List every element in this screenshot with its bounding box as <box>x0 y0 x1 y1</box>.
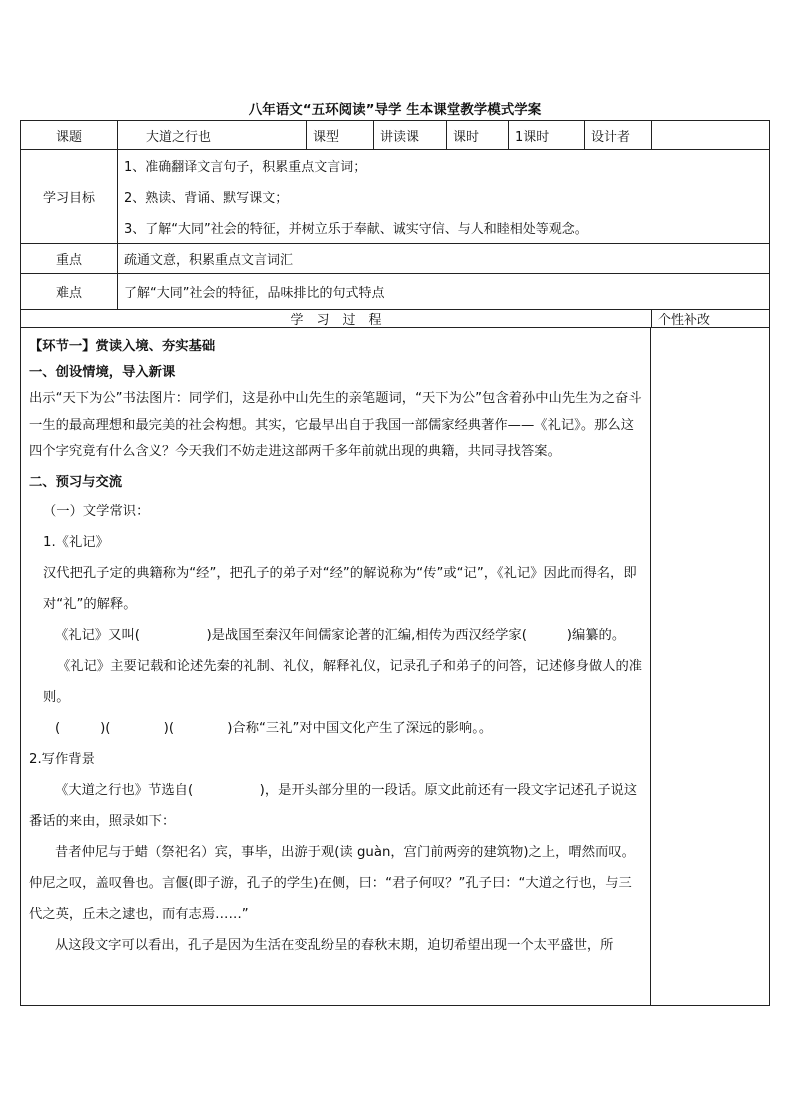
process-header-row <box>20 309 770 327</box>
goals-list <box>117 150 769 243</box>
process-body <box>20 327 770 1006</box>
process-content <box>21 328 651 1005</box>
document-title: 八年语文“五环阅读”导学 生本课堂教学模式学案 <box>248 102 542 118</box>
goal-item-3: 3、了解“大同”社会的特征，并树立乐于奉献、诚实守信、与人和睦相处等观念。 <box>124 222 588 237</box>
notes-column-label: 个性补改 <box>651 310 771 327</box>
item-background: 2.写作背景 <box>29 751 95 767</box>
background-paragraph-2: 昔者仲尼与于蜡（祭祀名）宾，事毕，出游于观(读 guàn，宫门前两旁的建筑物)之上，喟然而叹。仲尼之叹，盖叹鲁也。言偃(即子游，孔子的学生)在侧，曰：“君子何叹？”孔子曰：“大道之行也，与三代之英，丘未之逮也，而有志焉……” <box>29 844 635 922</box>
intro-paragraph: 出示“天下为公”书法图片：同学们，这是孙中山先生的亲笔题词，“天下为公”包含着孙中山先生为之奋斗一生的最高理想和最完美的社会构想。其实，它最早出自于我国一部儒家经典著作——《礼记》。那么这四个字究竟有什么含义？今天我们不妨走进这部两千多年前就出现的典籍，共同寻找答案。 <box>29 391 642 459</box>
section-heading: 【环节一】赏读入境、夯实基础 <box>29 339 216 354</box>
focus-value: 疏通文意，积累重点文言词汇 <box>117 244 769 273</box>
header-row <box>20 120 770 149</box>
goals-row <box>20 149 770 243</box>
lesson-type-label: 课型 <box>306 121 373 149</box>
difficulty-value: 了解“大同”社会的特征，品味排比的句式特点 <box>117 274 769 309</box>
lesson-type-value: 讲读课 <box>373 121 446 149</box>
difficulty-label: 难点 <box>55 286 82 301</box>
designer-value <box>651 121 771 149</box>
subject-label: 课题 <box>55 129 82 145</box>
background-paragraph-1: 《大道之行也》节选自( )，是开头部分里的一段话。原文此前还有一段文字记述孔子说这番话的来由，照录如下： <box>29 782 638 829</box>
item-liji: 1.《礼记》 <box>43 534 109 550</box>
difficulty-row <box>20 273 770 309</box>
goals-label: 学习目标 <box>42 191 95 206</box>
liji-paragraph-3: 《礼记》主要记载和论述先秦的礼制、礼仪，解释礼仪，记录孔子和弟子的问答，记述修身做人的准则。 <box>43 658 643 705</box>
focus-label: 重点 <box>55 253 82 268</box>
sub-literary-knowledge: （一）文学常识： <box>43 503 150 519</box>
subject-value: 大道之行也 <box>117 121 306 149</box>
lesson-plan-table <box>20 120 770 1006</box>
goal-item-2: 2、熟读、背诵、默写课文； <box>124 191 289 206</box>
goal-item-1: 1、准确翻译文言句子，积累重点文言词； <box>124 160 367 175</box>
periods-label: 课时 <box>446 121 508 149</box>
focus-row <box>20 243 770 273</box>
liji-paragraph-2: 《礼记》又叫( )是战国至秦汉年间儒家论著的汇编,相传为西汉经学家( )编纂的。 <box>55 627 626 643</box>
designer-label: 设计者 <box>584 121 651 149</box>
heading-preview: 二、预习与交流 <box>29 474 123 490</box>
liji-paragraph-4: ( )( )( )合称“三礼”对中国文化产生了深远的影响。。 <box>55 720 493 736</box>
heading-create-situation: 一、创设情境，导入新课 <box>29 365 176 380</box>
periods-value: 1课时 <box>508 121 584 149</box>
process-label: 学 习 过 程 <box>290 313 382 328</box>
background-paragraph-3: 从这段文字可以看出，孔子是因为生活在变乱纷呈的春秋末期，迫切希望出现一个太平盛世，所 <box>55 937 614 953</box>
liji-paragraph-1: 汉代把孔子定的典籍称为“经”，把孔子的弟子对“经”的解说称为“传”或“记”，《礼记》因此而得名，即对“礼”的解释。 <box>43 565 637 612</box>
